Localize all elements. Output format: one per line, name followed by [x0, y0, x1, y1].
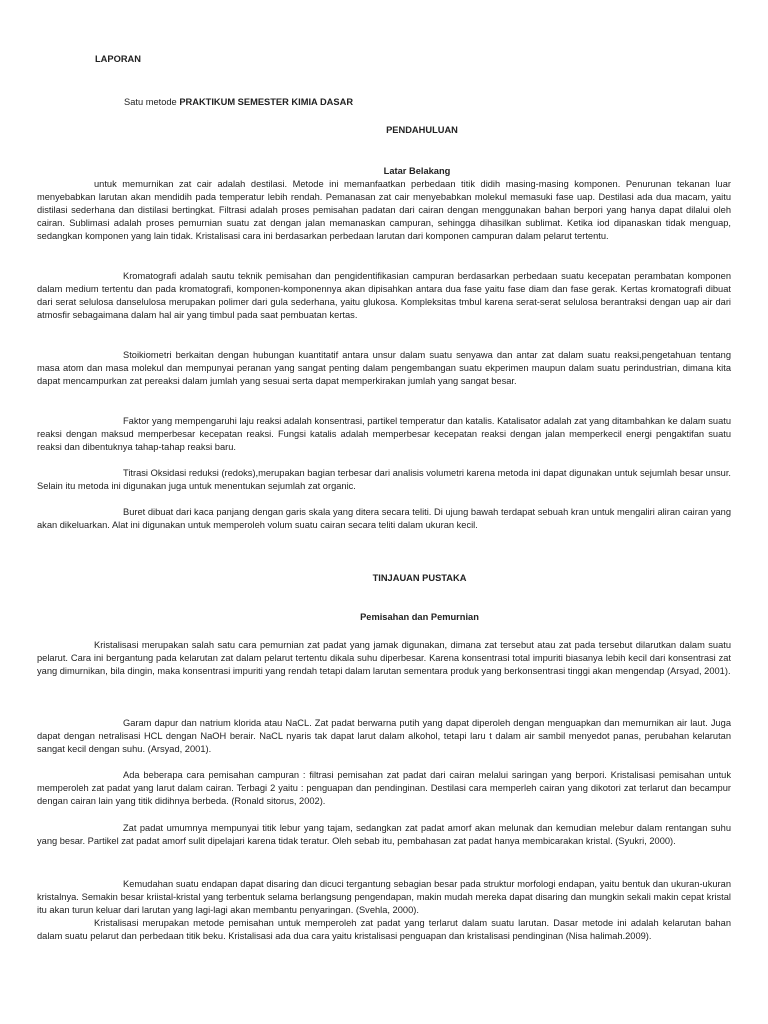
pemisahan-heading: Pemisahan dan Pemurnian: [360, 612, 479, 622]
latar-belakang-heading: Latar Belakang: [383, 166, 451, 176]
subtitle-prefix: Satu metode: [124, 97, 180, 107]
paragraph-pemisahan-campuran: Ada beberapa cara pemisahan campuran : filtrasi pemisahan zat padat dari cairan melalui saringan yang berpori. Kristalisasi pemisahan untuk memperoleh zat padat yang larut dalam cairan. Terbagi 2 yaitu : penguapan dan pendinginan. Destilasi cara memperleh cairan yang dikotori zat terlarut dan becampur dengan cairan lain yang titik didihnya berbeda. (Ronald sitorus, 2002).: [37, 770, 731, 807]
paragraph-stoikiometri: Stoikiometri berkaitan dengan hubungan kuantitatif antara unsur dalam suatu senyawa dan antar zat dalam suatu reaksi,pengetahuan tentang masa atom dan masa molekul dan mempunyai peranan yang sangat penting dalam pengembangan suatu ekperimen maupun dalam suatu perindustrian, dimana kita dapat mencampurkan zat pereaksi dalam jumlah yang sesuai serta dapat memperkirakan jumlah yang sangat besar.: [37, 350, 731, 387]
paragraph-destilasi: untuk memurnikan zat cair adalah destilasi. Metode ini memanfaatkan perbedaan titik didih masing-masing komponen. Penurunan tekanan luar menyebabkan larutan akan mendidih pada temperatur lebih rendah. Pemanasan zat cair menyebabkan molekul memasuki fase uap. Destilasi ada dua macam, yaitu distilasi sederhana dan distilasi bertingkat. Filtrasi adalah proses pemisahan padatan dari cairan dengan menggunakan bahan berpori yang hanya dapat dilalui oleh cairan. Sublimasi adalah proses pemurnian suatu zat dengan jalan memanaskan campuran, sehingga dihasilkan sublimat. Ketika iod dipanaskan tidak menguap, sedangkan komponen yang lain tidak. Kristalisasi cara ini berdasarkan perbedaan larutan dari komponen campuran dalam pelarut tertentu.: [37, 179, 731, 242]
paragraph-endapan: Kemudahan suatu endapan dapat disaring dan dicuci tergantung sebagian besar pada struktur morfologi endapan, yaitu bentuk dan ukuran-ukuran kristalnya. Semakin besar kriistal-kristal yang terbentuk selama berlangsung pengendapan, makin mudah mereka dapat disaring dan mungkin sekali makin cepat kristal itu akan turun keluar dari larutan yang lagi-lagi akan membantu penyaringan. (Svehla, 2000).: [37, 879, 731, 916]
paragraph-kristalisasi: Kristalisasi merupakan salah satu cara pemurnian zat padat yang jamak digunakan, dimana zat tersebut atau zat pada tersebut dilarutkan dalam suatu pelarut. Cara ini bergantung pada kelarutan zat dalam pelarut tertentu dikala suhu diperbesar. Karena konsentrasi total impuriti biasanya lebih kecil dari konsentrasi zat yang dimurnikan, bila dingin, maka konsentrasi impuriti yang rendah tetapi dalam larutan sementara produk yang berkonsentrasi tinggi akan mengendap (Arsyad, 2001).: [37, 640, 731, 677]
paragraph-titrasi: Titrasi Oksidasi reduksi (redoks),merupakan bagian terbesar dari analisis volumetri karena metoda ini dapat digunakan untuk sejumlah besar unsur. Selain itu metoda ini digunakan juga untuk menentukan sejumlah zat organic.: [37, 468, 731, 492]
report-title: LAPORAN: [95, 54, 141, 64]
subtitle-bold: PRAKTIKUM SEMESTER KIMIA DASAR: [179, 97, 354, 107]
paragraph-kromatografi: Kromatografi adalah sautu teknik pemisahan dan pengidentifikasian campuran berdasarkan perbedaan suatu kecepatan perambatan komponen dalam medium tertentu dan pada kromatografi, komponen-komponennya akan dipisahkan antara dua fase yaitu fase diam dan fase gerak. Kertas kromatografi dibuat dari serat selulosa danselulosa merupakan polimer dari gula sederhana, yaitu glukosa. Kompleksitas tmbul karena serat-serat selulosa berantraksi dengan uap air dari atmosfir sebagaimana dalam hal air yang timbul pada saat pembuatan kertas.: [37, 271, 731, 321]
paragraph-kristalisasi-metode: Kristalisasi merupakan metode pemisahan untuk memperoleh zat padat yang terlarut dalam suatu larutan. Dasar metode ini adalah kelarutan bahan dalam suatu pelarut dan perbedaan titik beku. Kristalisasi ada dua cara yaitu kristalisasi penguapan dan kristalisasi pendinginan (Nisa halimah.2009).: [37, 918, 731, 942]
paragraph-laju-reaksi: Faktor yang mempengaruhi laju reaksi adalah konsentrasi, partikel temperatur dan katalis. Katalisator adalah zat yang ditambahkan ke dalam suatu reaksi dengan maksud memperbesar kecepatan reaksi. Fungsi katalis adalah memperbesar kecepatan reaksi dengan jalan memperkecil energi pengaktifan suatu reaksi dan dibentuknya tahap-tahap reaksi baru.: [37, 416, 731, 453]
paragraph-zat-padat: Zat padat umumnya mempunyai titik lebur yang tajam, sedangkan zat padat amorf akan melunak dan kemudian melebur dalam rentangan suhu yang besar. Partikel zat padat amorf sulit dipelajari karena tidak teratur. Oleh sebab itu, pembahasan zat padat hanya membicarakan kristal. (Syukri, 2000).: [37, 823, 731, 847]
tinjauan-pustaka-heading: TINJAUAN PUSTAKA: [372, 573, 467, 583]
paragraph-buret: Buret dibuat dari kaca panjang dengan garis skala yang ditera secara teliti. Di ujung bawah terdapat sebuah kran untuk mengaliri aliran cairan yang akan dikeluarkan. Alat ini digunakan untuk memperoleh volum suatu cairan secara teliti dalam ukuran kecil.: [37, 507, 731, 531]
report-subtitle: [124, 96, 353, 109]
pendahuluan-heading: PENDAHULUAN: [386, 125, 458, 135]
paragraph-garam-dapur: Garam dapur dan natrium klorida atau NaCL. Zat padat berwarna putih yang dapat diperoleh dengan menguapkan dan memurnikan air laut. Juga dapat dengan netralisasi HCL dengan NaOH berair. NaCL nyaris tak dapat larut dalam alkohol, tetapi laru t dalam air sambil menyedot panas, perubahan kelarutan sangat kecil dengan suhu. (Arsyad, 2001).: [37, 718, 731, 755]
